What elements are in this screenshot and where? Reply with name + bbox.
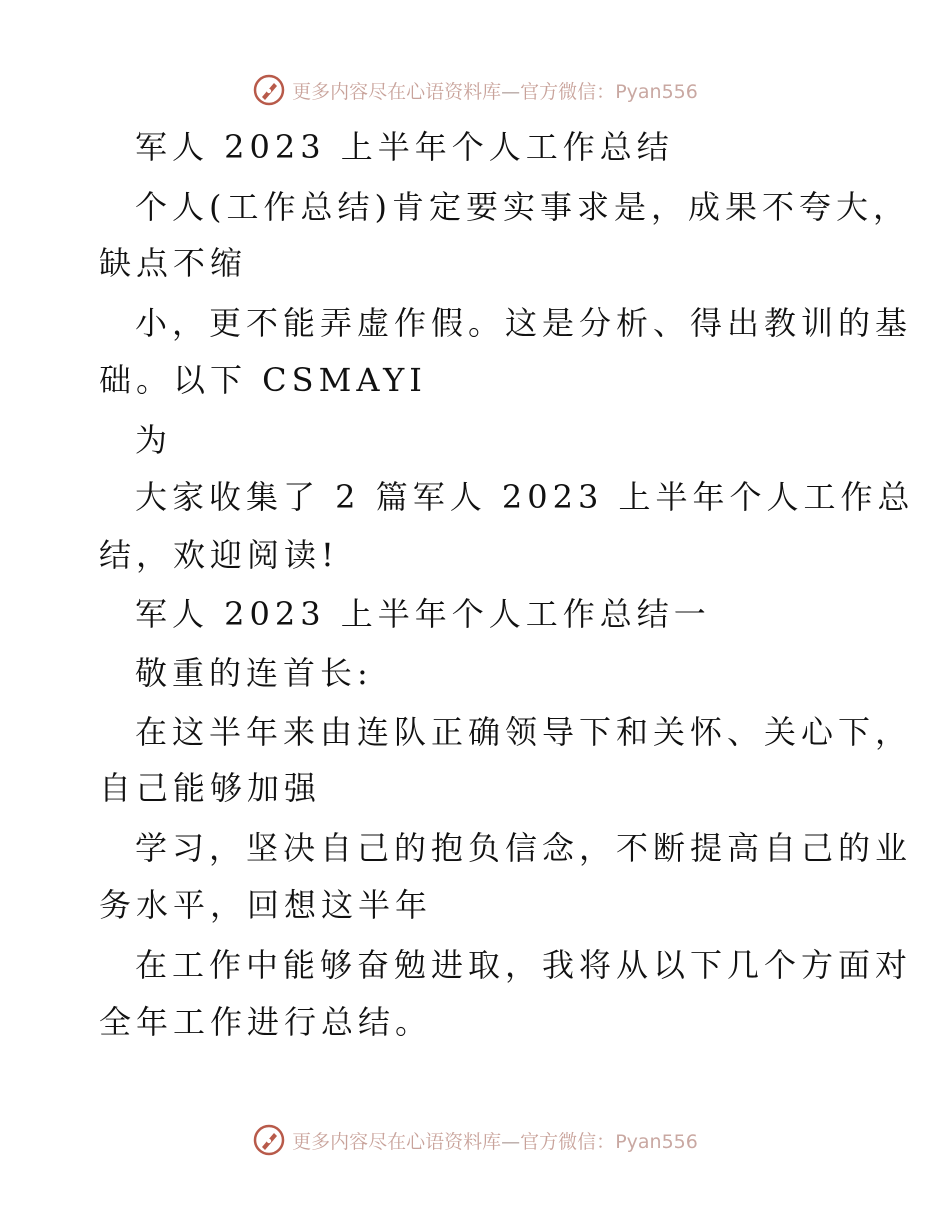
watermark-text	[292, 1127, 698, 1154]
paragraph-line: 自己能够加强	[99, 769, 322, 807]
paragraph-line: 缺点不缩	[99, 244, 248, 282]
paragraph-line: 础。以下 CSMAYI	[99, 361, 427, 399]
paragraph-line: 务水平，回想这半年	[99, 886, 433, 924]
paragraph-line: 在这半年来由连队正确领导下和关怀、关心下，	[135, 713, 913, 751]
watermark-wechat-label: 官方微信：	[520, 80, 616, 103]
footer-watermark	[0, 1120, 950, 1160]
pen-seal-icon	[252, 1123, 286, 1157]
watermark-wechat-label: 官方微信：	[520, 1130, 616, 1153]
paragraph-line: 小，更不能弄虚作假。这是分析、得出教训的基	[135, 304, 913, 342]
watermark-wechat-id: Pyan556	[615, 1130, 698, 1153]
header-watermark	[0, 70, 950, 110]
salutation: 敬重的连首长:	[135, 654, 373, 692]
paragraph-line: 学习，坚决自己的抱负信念，不断提高自己的业	[135, 829, 913, 867]
watermark-separator: —	[501, 1130, 521, 1153]
paragraph-line: 结，欢迎阅读!	[99, 536, 339, 574]
paragraph-line: 大家收集了 2 篇军人 2023 上半年个人工作总	[135, 478, 915, 516]
section-heading: 军人 2023 上半年个人工作总结一	[135, 595, 711, 633]
watermark-site-text: 更多内容尽在心语资料库	[292, 80, 502, 103]
watermark-site-text: 更多内容尽在心语资料库	[292, 1130, 502, 1153]
paragraph-line: 全年工作进行总结。	[99, 1003, 433, 1041]
paragraph-line: 个人(工作总结)肯定要实事求是，成果不夸大，	[135, 188, 910, 226]
watermark-separator: —	[501, 80, 521, 103]
paragraph-line: 为	[135, 421, 173, 459]
document-title: 军人 2023 上半年个人工作总结	[135, 128, 674, 166]
pen-seal-icon	[252, 73, 286, 107]
watermark-wechat-id: Pyan556	[615, 80, 698, 103]
paragraph-line: 在工作中能够奋勉进取，我将从以下几个方面对	[135, 946, 913, 984]
watermark-text	[292, 77, 698, 104]
